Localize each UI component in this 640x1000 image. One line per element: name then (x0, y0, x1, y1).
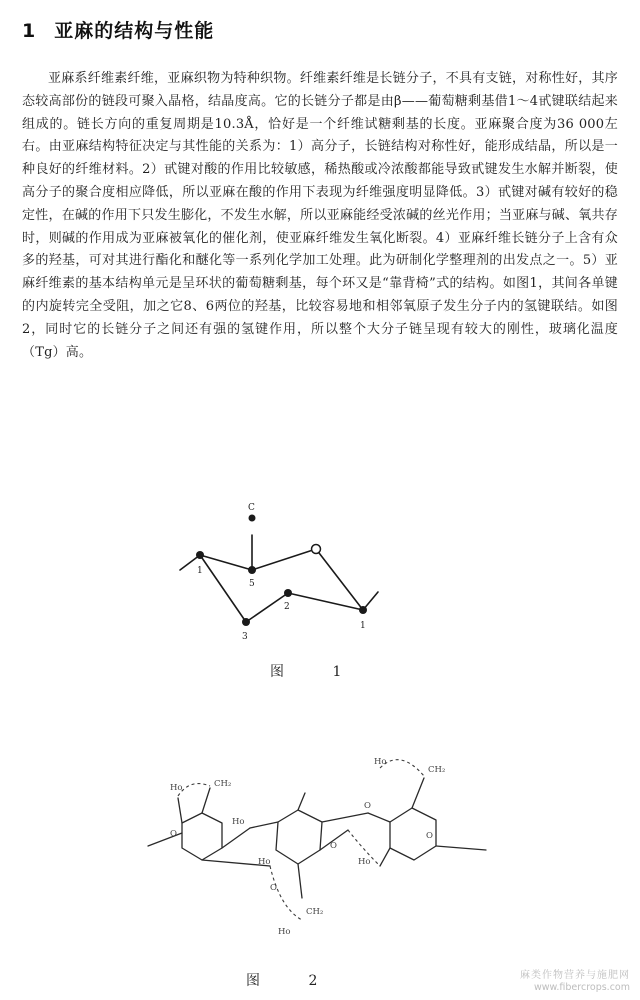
atom-c3 (242, 618, 250, 626)
atom-label: 5 (249, 579, 255, 589)
ring-left (182, 813, 222, 860)
atom-label: CH₂ (306, 907, 324, 917)
bond (322, 813, 368, 822)
watermark-site-name: 麻类作物营养与施肥网 (520, 970, 630, 981)
atom-label: 1 (360, 621, 366, 631)
figure-2-caption: 图 2 (246, 973, 340, 989)
bond (200, 555, 246, 622)
hydrogen-bond (380, 760, 424, 776)
atom-c6 (249, 515, 256, 522)
bond (178, 798, 182, 823)
atom-c2 (284, 589, 292, 597)
bond (436, 846, 486, 850)
bond (298, 793, 305, 810)
atom-label: O (170, 829, 177, 839)
structure-labels (170, 757, 445, 937)
watermark-url: www.fibercrops.com (533, 982, 630, 993)
atom-label: Ho (374, 757, 387, 767)
atom-label: O (426, 831, 433, 841)
atom-label: Ho (258, 857, 271, 867)
chair-atoms (196, 515, 367, 627)
atom-label: Ho (232, 817, 245, 827)
structure-bonds (148, 778, 486, 898)
figure-2-hydrogen-bonding (130, 738, 510, 953)
atom-c1-right (359, 606, 367, 614)
hydrogen-bond (270, 866, 302, 920)
bond (202, 788, 210, 813)
atom-label: C (248, 503, 255, 513)
chair-labels (197, 503, 366, 642)
atom-label: O (364, 801, 371, 811)
bond (222, 828, 250, 848)
bond (368, 813, 390, 822)
section-heading (22, 16, 214, 43)
atom-label: CH₂ (428, 765, 446, 775)
figure-1-caption: 图 1 (270, 664, 364, 680)
section-number: 1 (22, 20, 37, 42)
atom-label: O (330, 841, 337, 851)
atom-label: Ho (170, 783, 183, 793)
atom-label: 2 (284, 602, 290, 612)
atom-label: 3 (242, 632, 248, 642)
atom-label: Ho (358, 857, 371, 867)
bond (246, 593, 288, 622)
chair-bonds (180, 535, 378, 622)
ring-center (276, 810, 322, 864)
ring-oxygen (312, 545, 321, 554)
body-paragraph: 亚麻系纤维素纤维，亚麻织物为特种织物。纤维素纤维是长链分子，不具有支链，对称性好，其序态较高部份的链段可聚入晶格，结晶度高。它的长链分子都是由β——葡萄糖剩基借1～4甙键联结起来组成的。链长方向的重复周期是10.3Å，恰好是一个纤维试糖剩基的长度。亚麻聚合度为36 000左右。由亚麻结构特征决定与其性能的关系为：1）高分子，长链结构对称性好，能形成结晶，所以是一种良好的纤维材料。2）甙键对酸的作用比较敏感，稀热酸或冷浓酸都能导致甙键发生水解并断裂，使高分子的聚合度相应降低，所以亚麻在酸的作用下表现为纤维强度明显降低。3）甙键对碱有较好的稳定性，在碱的作用下只发生膨化，不发生水解，所以亚麻能经受浓碱的丝光作用；当亚麻与碱、氧共存时，则碱的作用成为亚麻被氧化的催化剂，使亚麻纤维发生氧化断裂。4）亚麻纤维长链分子上含有众多的羟基，可对其进行酯化和醚化等一系列化学加工处理。此为研制化学整理剂的出发点之一。5）亚麻纤维素的基本结构单元是呈环状的葡萄糖剩基，每个环又是“靠背椅”式的结构。如图1，其间各单键的内旋转完全受阻，加之它8、6两位的羟基，比较容易地和相邻氧原子发生分子内的氢键联结。如图2，同时它的长链分子之间还有强的氢键作用，所以整个大分子链呈现有较大的刚性，玻璃化温度（Tg）高。 (22, 71, 618, 360)
atom-label: 1 (197, 566, 203, 576)
bond (380, 848, 390, 866)
atom-label: Ho (278, 927, 291, 937)
hydrogen-bond (178, 784, 210, 796)
section-title: 亚麻的结构与性能 (54, 20, 215, 42)
bond (252, 549, 316, 570)
atom-label: O (270, 883, 277, 893)
bond (298, 864, 302, 898)
atom-c1-left (196, 551, 204, 559)
atom-c5 (248, 566, 256, 574)
figure-1-chair-conformation (170, 500, 400, 650)
bond (250, 822, 278, 828)
site-watermark (520, 970, 630, 994)
atom-label: CH₂ (214, 779, 232, 789)
bond (412, 778, 424, 808)
